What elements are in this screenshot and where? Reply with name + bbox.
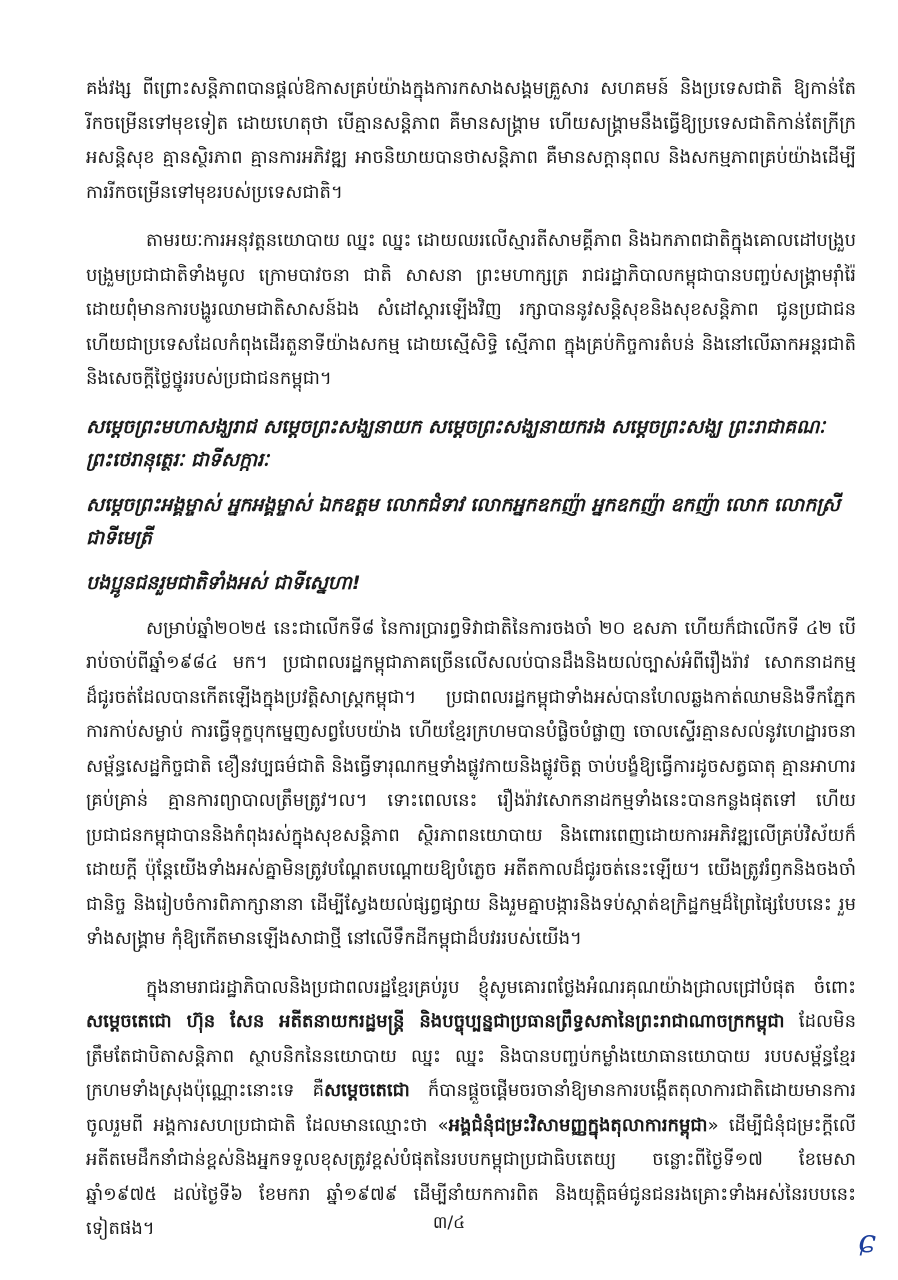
paragraph-peace-importance: គង់វង្ស ពីព្រោះសន្តិភាពបានផ្ដល់ឱកាសគ្រប់យ៉ាងក្នុងការកសាងសង្គមគ្រួសារ សហគមន៍ និងប្រទេសជាតិ ឱ្យកាន់តែរីកចម្រើនទៅមុខទៀត ដោយហេតុថា បើគ្មានសន្តិភាព គឺមានសង្គ្រាម ហើយសង្គ្រាមនឹងធ្វើឱ្យប្រទេសជាតិកាន់តែក្រីក្រ អសន្តិសុខ គ្មានស្ថិរភាព គ្មានការអភិវឌ្ឍ អាចនិយាយបានថាសន្តិភាព គឺមានសក្ដានុពល និងសកម្មភាពគ្រប់យ៉ាងដើម្បីការរីកចម្រើនទៅមុខរបស់ប្រទេសជាតិ។ xyxy=(86,78,856,203)
paragraph-win-win-policy: តាមរយៈការអនុវត្តនយោបាយ ឈ្នះ ឈ្នះ ដោយឈរលើស្មារតីសាមគ្គីភាព និងឯកភាពជាតិក្នុងគោលដៅបង្រួបបង្រួមប្រជាជាតិទាំងមូល ក្រោមបាវចនា ជាតិ សាសនា ព្រះមហាក្សត្រ រាជរដ្ឋាភិបាលកម្ពុជាបានបញ្ចប់សង្គ្រាមរ៉ាំរ៉ៃដោយពុំមានការបង្ហូរឈាមជាតិសាសន៍ឯង សំដៅស្ដារឡើងវិញ រក្សាបាននូវសន្តិសុខនិងសុខសន្តិភាព ជូនប្រជាជន ហើយជាប្រទេសដែលកំពុងដើរតួនាទីយ៉ាងសកម្ម ដោយស្មើសិទ្ធិ ស្មើភាព ក្នុងគ្រប់កិច្ចការតំបន់ និងនៅលើឆាកអន្តរជាតិ និងសេចក្ដីថ្លៃថ្នូររបស់ប្រជាជនកម្ពុជា។ xyxy=(86,230,856,389)
gratitude-honoree: សម្ដេចតេជោ ហ៊ុន សែន អតីតនាយករដ្ឋមន្ត្រី និងបច្ចុប្បន្នជាប្រធានព្រឹទ្ធសភានៃព្រះរាជាណាចក្រកម្ពុជា xyxy=(86,1011,785,1032)
gratitude-text-g: » ដើម្បីជំនុំជម្រះក្ដីលើអតីតមេដឹកនាំជាន់ខ្ពស់និងអ្នកទទួលខុសត្រូវខ្ពស់បំផុតនៃរបបកម្ពុជាប្រជាធិបតេយ្យ ចន្លោះពីថ្ងៃទី១៧ ខែមេសា ឆ្នាំ១៩៧៥ ដល់ថ្ងៃទី៦ ខែមករា ឆ្នាំ១៩៧៩ ដើម្បីនាំយកការពិត និងយុត្តិធម៌ជូនជនរងគ្រោះទាំងអស់នៃរបបនេះទៀតផង។ xyxy=(86,1114,856,1239)
gratitude-text-c: ដែលមិនត្រឹមតែជាបិតាសន្តិភាព ស្ថាបនិកនៃនយោបាយ ឈ្នះ ឈ្នះ និងបានបញ្ចប់កម្លាំងយោធានយោបាយ របបសម្ព័ន្ធខ្មែរក្រហមទាំងស្រុងប៉ុណ្ណោះនោះទេ គឺ xyxy=(86,1011,857,1101)
salutation-monks: សម្ដេចព្រះមហាសង្ឃរាជ សម្ដេចព្រះសង្ឃនាយក សម្ដេចព្រះសង្ឃនាយករង សម្ដេចព្រះសង្ឃ ព្រះរាជាគណៈ ព្រះថេរានុត្ថេរៈ ជាទីសក្ការៈ xyxy=(86,415,826,471)
document-body xyxy=(86,72,856,1261)
handwritten-initial: ɕ xyxy=(858,1222,876,1260)
gratitude-text-a: ក្នុងនាមរាជរដ្ឋាភិបាលនិងប្រជាពលរដ្ឋខ្មែរគ្រប់រូប ខ្ញុំសូមគោរពថ្លែងអំណរគុណយ៉ាងជ្រាលជ្រៅបំផុត ចំពោះ xyxy=(146,976,856,998)
salutation-compatriots: បងប្អូនជនរួមជាតិទាំងអស់ ជាទីស្នេហា! xyxy=(86,571,361,594)
salutation-dignitaries: សម្ដេចព្រះអង្គម្ចាស់ អ្នកអង្គម្ចាស់ ឯកឧត្តម លោកជំទាវ លោកអ្នកឧកញ៉ា អ្នកឧកញ៉ា ឧកញ៉ា លោក លោកស្រី ជាទីមេត្រី xyxy=(86,493,841,549)
gratitude-honoree-short: សម្ដេចតេជោ xyxy=(324,1080,410,1101)
paragraph-gratitude xyxy=(86,971,856,1247)
eccc-name: អង្គជំនុំជម្រះវិសាមញ្ញក្នុងតុលាការកម្ពុជា xyxy=(448,1114,708,1136)
paragraph-day-of-remembrance: សម្រាប់ឆ្នាំ២០២៥ នេះជាលើកទី៨ នៃការប្រារព្ធទិវាជាតិនៃការចងចាំ ២០ ឧសភា ហើយក៏ជាលើកទី ៤២ បើរាប់ចាប់ពីឆ្នាំ១៩៨៤ មក។ ប្រជាពលរដ្ឋកម្ពុជាភាគច្រើនលើសលប់បានដឹងនិងយល់ច្បាស់អំពីរឿងរ៉ាវ សោកនាដកម្មដ៏ជូរចត់ដែលបានកើតឡើងក្នុងប្រវត្តិសាស្ត្រកម្ពុជា។ ប្រជាពលរដ្ឋកម្ពុជាទាំងអស់បានហែលឆ្លងកាត់ឈាមនិងទឹកភ្នែក ការកាប់សម្លាប់ ការធ្វើទុក្ខបុកម្នេញសព្វបែបយ៉ាង ហើយខ្មែរក្រហមបានបំផ្លិចបំផ្លាញ ចោលស្ទើរគ្មានសល់នូវហេដ្ឋារចនាសម្ព័ន្ធសេដ្ឋកិច្ចជាតិ ខឿនវប្បធម៌ជាតិ និងធ្វើទារុណកម្មទាំងផ្លូវកាយនិងផ្លូវចិត្ត ចាប់បង្ខំឱ្យធ្វើការដូចសត្វធាតុ គ្មានអាហារគ្រប់គ្រាន់ គ្មានការព្យាបាលត្រឹមត្រូវ។ល។ ទោះពេលនេះ រឿងរ៉ាវសោកនាដកម្មទាំងនេះបានកន្លងផុតទៅ ហើយប្រជាជនកម្ពុជាបាននិងកំពុងរស់ក្នុងសុខសន្តិភាព ស្ថិរភាពនយោបាយ និងពោរពេញដោយការអភិវឌ្ឍលើគ្រប់វិស័យក៏ដោយក្ដី ប៉ុន្តែយើងទាំងអស់គ្នាមិនត្រូវបណ្ដែតបណ្ដោយឱ្យបំភ្លេច អតីតកាលដ៏ជូរចត់នេះឡើយ។ យើងត្រូវរំឭកនិងចងចាំជានិច្ច និងរៀបចំការពិភាក្សានានា ដើម្បីស្វែងយល់ផ្សព្វផ្សាយ និងរួមគ្នាបង្ការនិងទប់ស្កាត់ឧក្រិដ្ឋកម្មដ៏ព្រៃផ្សៃបែបនេះ រួមទាំងសង្គ្រាម កុំឱ្យកើតមានឡើងសាជាថ្មី នៅលើទឹកដីកម្ពុជាដ៏បវររបស់យើង។ xyxy=(86,617,856,949)
gratitude-text-e: ក៏បានផ្ដួចផ្ដើមចរចានាំឱ្យមានការបង្កើតតុលាការជាតិដោយមានការចូលរួមពី អង្គការសហប្រជាជាតិ ដែលមានឈ្មោះថា « xyxy=(86,1080,857,1136)
page-number: ៣/៤ xyxy=(432,1213,466,1233)
